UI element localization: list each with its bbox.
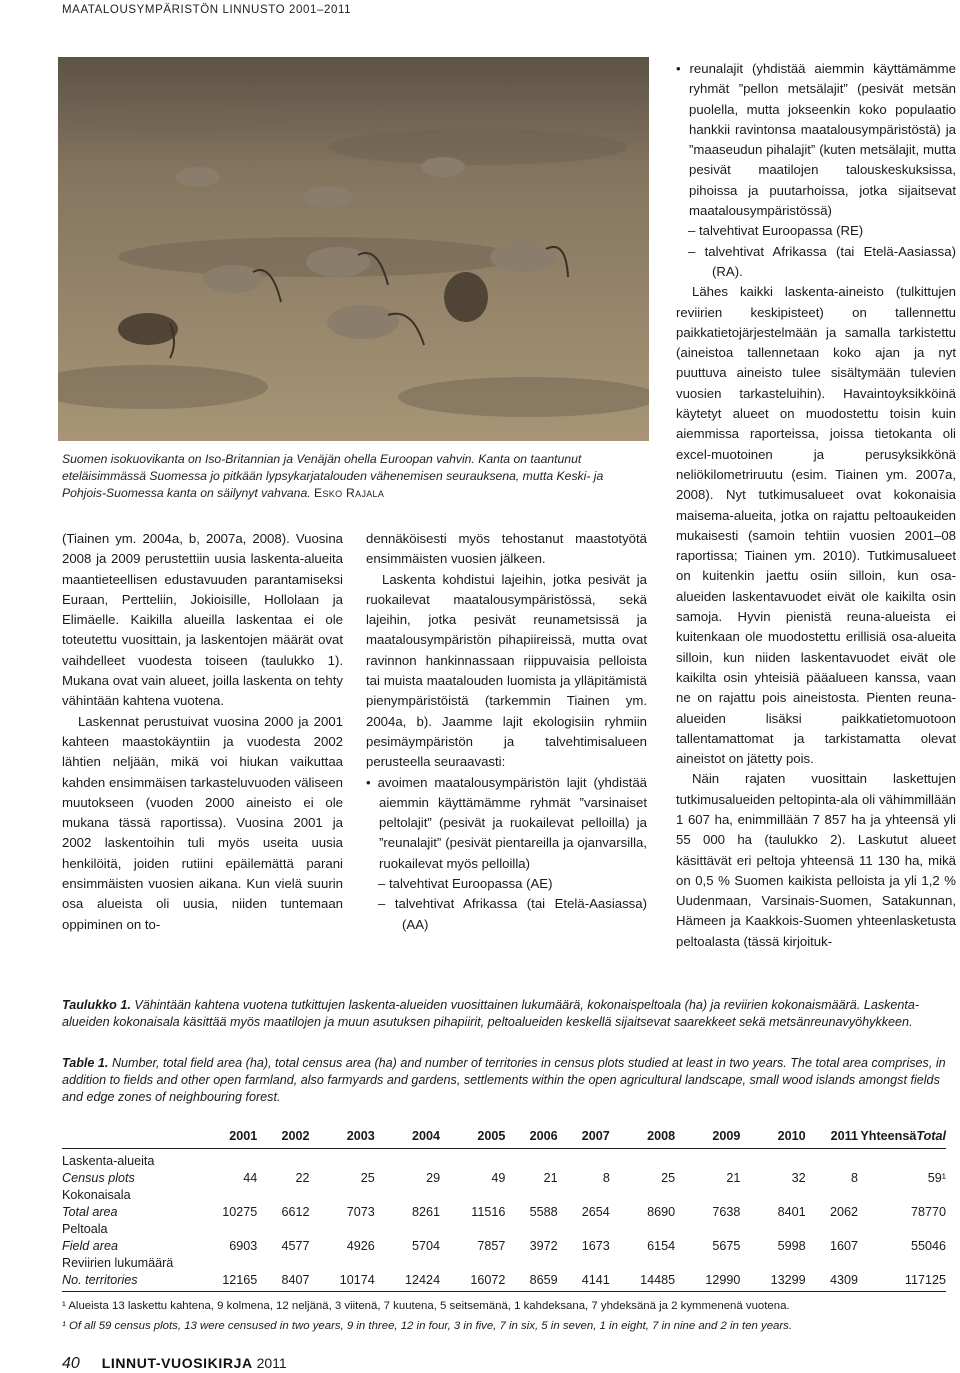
row-label-fi: Laskenta-alueita	[62, 1154, 155, 1168]
table-cell: 8	[850, 1171, 858, 1185]
bullet-item: • avoimen maatalousympäristön lajit (yhdistää aiemmin käyttämämme ryhmät ”varsinaiset peltolajit” (pesivät ja ruokailevat pelloilla) ja ”reunalajit” (pesivät pientareilla ja ojanvarsilla, ruokailevat myös pelloilla)	[366, 774, 647, 871]
table-caption-fi	[62, 997, 957, 1031]
table-cell: 11516	[471, 1205, 506, 1219]
table-cell: 14485	[610, 1272, 675, 1292]
table-cell: 8659	[505, 1272, 557, 1292]
bullet-item: • reunalajit (yhdistää aiemmin käyttämämme ryhmät ”pellon metsälajit” (pesivät metsän puolella, mutta jokseenkin koko populaatio hankkii ravintonsa maatalousympäristöstä) ja ”maaseudun pihalajit” (kuten metsälajit, mutta pesivät maatilojen talouskeskuksissa, pihoissa ja puutarhoissa, jotka sijaitsevat maatalousympäristössä)	[676, 61, 956, 219]
dash-item: – talvehtivat Afrikassa (tai Etelä-Aasiassa) (RA).	[688, 243, 956, 279]
table-row	[62, 1238, 946, 1255]
table-row-label-fi	[62, 1187, 946, 1204]
year-header: 2006	[505, 1125, 557, 1149]
table-cell: 2062	[829, 1205, 858, 1219]
paragraph: Näin rajaten vuosittain laskettujen tutkimusalueiden peltopinta-ala oli vähimmillään 1 607 ha, enimmillään 7 857 ha ja yhteensä yli 55 000 ha (taulukko 2). Laskutut alueet käsittävät eri peltoja yhteensä 11 130 ha, mikä on 0,5 % Suomen kaikista pelloista ja yli 1,2 % Uudenmaan, Varsinais-Suomen, Satakunnan, Hämeen ja Kaakkois-Suomen yhteenlasketusta peltoalasta (tässä kirjoituk-	[676, 771, 956, 949]
table-caption-label: Taulukko 1.	[62, 998, 131, 1012]
paragraph: Lähes kaikki laskenta-aineisto (tulkittujen reviirien keskipisteet) on tallennettu paikkatietojärjestelmään ja samalla tarkistettu (aineistoa tallennetaan koko ajan ja nyt puuttuva aineisto tulee sisältymään tulevien vuosien tarkasteluihin). Havaintoyksikköinä käytetyt alueet on muodostettu toisin kuin aiemmissa raporteissa, joissa tietokanta oli excel-muotoinen ja perusyksikkönä neliökilometriruutu (esim. Tiainen ym. 2007a, 2008). Nyt tutkimusalueet ovat kokonaisia maisema-alueita, jotka on rajattu peltoaukeiden mukaisesti (samoin tehtiin vuosien 2001–08 raportissa; Tiainen ym. 2010). Tutkimusalueet on kuitenkin jaettu osiin silloin, kun osa-alueiden laskentavuodet eivät ole kaikilta osin samoja. Hyvin pienistä reuna-alueista ei kuitenkaan ole muodostettu erillisiä osa-alueita silloin, kun niiden laskentavuodet eivät ole kaikilta osin yhteisiä pääalueen kanssa, vaan ne on rajattu pois aineistosta. Pienten reuna-alueiden lisäksi paikkatietomuotoon tallentamattomat ja tarkistamatta olevat aineistot on jätetty pois.	[676, 284, 956, 767]
year-header: 2011	[806, 1125, 858, 1149]
total-header-fi: Yhteensä	[860, 1128, 917, 1143]
table-cell: 10174	[310, 1272, 375, 1292]
table-cell: 6612	[281, 1205, 310, 1219]
table-cell: 1673	[581, 1239, 610, 1253]
running-header: MAATALOUSYMPÄRISTÖN LINNUSTO 2001–2011	[62, 4, 352, 16]
row-label-en: Field area	[62, 1239, 119, 1253]
table-cell-total: 59¹	[927, 1171, 946, 1185]
total-header	[858, 1125, 946, 1149]
paragraph: (Tiainen ym. 2004a, b, 2007a, 2008). Vuosina 2008 ja 2009 perustettiin uusia laskenta-alueita maantieteellisen edustavuuden parantamiseksi Euraan, Pertteliin, Jokioisille, Hollolaan ja Elimäelle. Kaikilla alueilla laskentaa ei ole toteutettu vuosittain, ja laskentojen määrät ovat vaihdelleet vuodesta toiseen (taulukko 1). Mukana ovat vain alueet, joilla laskenta on tehty vähintään kahtena vuotena.	[62, 531, 343, 709]
table-cell: 4577	[281, 1239, 310, 1253]
table-cell: 7857	[477, 1239, 506, 1253]
table-cell: 4141	[558, 1272, 610, 1292]
table-cell: 7638	[712, 1205, 741, 1219]
table-caption-text: Number, total field area (ha), total census area (ha) and number of territories in census plots studied at least in two years. The total area comprises, in addition to fields and other open farmland, also farmyards and gardens, settlements within the open agricultural landscape, small wood islands amongst fields and edge zones of neighbouring forest.	[62, 1056, 946, 1104]
table-cell: 49	[491, 1171, 506, 1185]
table-cell-total: 78770	[910, 1205, 946, 1219]
table-cell: 5704	[412, 1239, 441, 1253]
row-label-fi: Reviirien lukumäärä	[62, 1256, 174, 1270]
table-header-row	[62, 1125, 946, 1149]
table-cell: 21	[543, 1171, 558, 1185]
table-cell: 6903	[229, 1239, 258, 1253]
table-cell: 32	[791, 1171, 806, 1185]
year-header: 2005	[440, 1125, 505, 1149]
page-footer	[62, 1355, 287, 1373]
row-label-en: Census plots	[62, 1171, 135, 1185]
curlew-photo	[58, 57, 649, 441]
table-cell: 13299	[740, 1272, 805, 1292]
dash-item: – talvehtivat Euroopassa (RE)	[688, 223, 864, 239]
year-header: 2007	[558, 1125, 610, 1149]
text-column-3	[676, 59, 956, 952]
table-cell: 8	[602, 1171, 610, 1185]
footnote-en: ¹ Of all 59 census plots, 13 were censused in two years, 9 in three, 12 in four, 3 in five, 7 in six, 5 in seven, 1 in eight, 7 in nine and 2 in ten years.	[62, 1320, 793, 1332]
row-label-en: No. territories	[62, 1272, 192, 1292]
caption-text: Suomen isokuovikanta on Iso-Britannian ja Venäjän ohella Euroopan vahvin. Kanta on taantunut eteläisimmässä Suomessa jo pitkään lypsykarjatalouden vähenemisen seurauksena, mutta Keski- ja Pohjois-Suomessa kanta on säilynyt vahvana.	[62, 452, 604, 500]
paragraph: dennäköisesti myös tehostanut maastotyötä ensimmäisten vuosien jälkeen.	[366, 531, 647, 567]
year-header: 2003	[310, 1125, 375, 1149]
row-label-fi: Peltoala	[62, 1222, 108, 1236]
table-cell-total: 55046	[910, 1239, 946, 1253]
table-cell: 12424	[375, 1272, 440, 1292]
publication-year: 2011	[256, 1355, 287, 1371]
paragraph: Laskennat perustuivat vuosina 2000 ja 2001 kahteen maastokäyntiin ja vuodesta 2002 lähtien neljään, mikä voi hiukan vaikuttaa kahden ensimmäisen tarkasteluvuoden väliseen muutokseen (vuoden 2000 aineisto ei ole mukana tässä raportissa). Vuosina 2001 ja 2002 laskentoihin tuli myös useita uusia henkilöitä, joiden rutiini epäilemättä parani ensimmäisten vuosien aikana. Kun vielä suurin osa alueista oli uusia, niiden tuntemaan oppiminen on to-	[62, 713, 343, 932]
page-number: 40	[62, 1355, 80, 1372]
table-cell: 8407	[257, 1272, 309, 1292]
year-header: 2010	[740, 1125, 805, 1149]
table-cell: 1607	[829, 1239, 858, 1253]
table-cell: 8401	[777, 1205, 806, 1219]
table-cell: 4926	[346, 1239, 375, 1253]
table-row	[62, 1204, 946, 1221]
table-caption-en	[62, 1055, 957, 1106]
year-header: 2001	[192, 1125, 257, 1149]
table-cell: 5675	[712, 1239, 741, 1253]
year-header: 2009	[675, 1125, 740, 1149]
dash-item: – talvehtivat Euroopassa (AE)	[378, 876, 553, 892]
table-cell: 10275	[222, 1205, 258, 1219]
table-cell: 22	[295, 1171, 310, 1185]
table-cell: 12165	[192, 1272, 257, 1292]
table-cell: 16072	[440, 1272, 505, 1292]
row-label-en: Total area	[62, 1205, 118, 1219]
table-cell: 5998	[777, 1239, 806, 1253]
table-caption-text: Vähintään kahtena vuotena tutkittujen laskenta-alueiden vuosittainen lukumäärä, kokonaispeltoala (ha) ja reviirien kokonaismäärä. Laskenta-alueiden kokonaisala käsittää myös maatilojen ja muun asutuksen pihapiirit, peltoalueiden keskellä sijaitsevat saarekkeet sekä metsänreunavyöhykkeen.	[62, 998, 920, 1029]
table-cell: 8261	[412, 1205, 441, 1219]
table-row-label-fi	[62, 1153, 946, 1170]
table-row-label-fi	[62, 1221, 946, 1238]
table-cell: 8690	[647, 1205, 676, 1219]
table-cell: 25	[661, 1171, 676, 1185]
year-header: 2008	[610, 1125, 675, 1149]
table-cell: 2654	[581, 1205, 610, 1219]
table-cell: 29	[426, 1171, 441, 1185]
table-cell: 5588	[529, 1205, 558, 1219]
publication-name: LINNUT-VUOSIKIRJA	[101, 1355, 253, 1371]
text-column-2	[366, 529, 647, 935]
table-row	[62, 1272, 946, 1292]
footnote-fi: ¹ Alueista 13 laskettu kahtena, 9 kolmena, 12 neljänä, 3 viitenä, 7 kuutena, 5 seitsemänä, 1 kahdeksana, 7 yhdeksänä ja 2 kymmenenä vuotena.	[62, 1300, 790, 1312]
dash-item: – talvehtivat Afrikassa (tai Etelä-Aasiassa) (AA)	[378, 896, 647, 932]
photo-credit: Esko Rajala	[314, 486, 385, 500]
table-cell: 3972	[529, 1239, 558, 1253]
table-cell: 21	[726, 1171, 741, 1185]
table-cell: 44	[243, 1171, 258, 1185]
table-corner	[62, 1125, 192, 1149]
row-label-fi: Kokonaisala	[62, 1188, 131, 1202]
table-cell: 25	[360, 1171, 375, 1185]
table-row	[62, 1170, 946, 1187]
total-header-en: Total	[916, 1128, 946, 1143]
text-column-1	[62, 529, 343, 935]
table-cell: 4309	[806, 1272, 858, 1292]
table-caption-label: Table 1.	[62, 1056, 109, 1070]
year-header: 2002	[257, 1125, 309, 1149]
data-table	[62, 1125, 946, 1292]
photo-caption	[62, 451, 647, 502]
paragraph: Laskenta kohdistui lajeihin, jotka pesivät ja ruokailevat maatalousympäristössä, sekä lajeihin, jotka pesivät reunametsissä ja maatalousympäristön pihapiireissä, mutta ovat ravinnon hankinnassaan riippuvaisia pelloista tai muista maatalouden luomista ja ylläpitämistä pienympäristöistä (tarkemmin Tiainen ym. 2004a, b). Jaamme lajit ekologisiin ryhmiin pesimäympäristön ja talvehtimisalueen perusteella seuraavasti:	[366, 571, 647, 770]
table-cell-total: 117125	[858, 1272, 946, 1292]
table-cell: 7073	[346, 1205, 375, 1219]
table-cell: 6154	[647, 1239, 676, 1253]
table-row-label-fi	[62, 1255, 946, 1272]
table-cell: 12990	[675, 1272, 740, 1292]
year-header: 2004	[375, 1125, 440, 1149]
